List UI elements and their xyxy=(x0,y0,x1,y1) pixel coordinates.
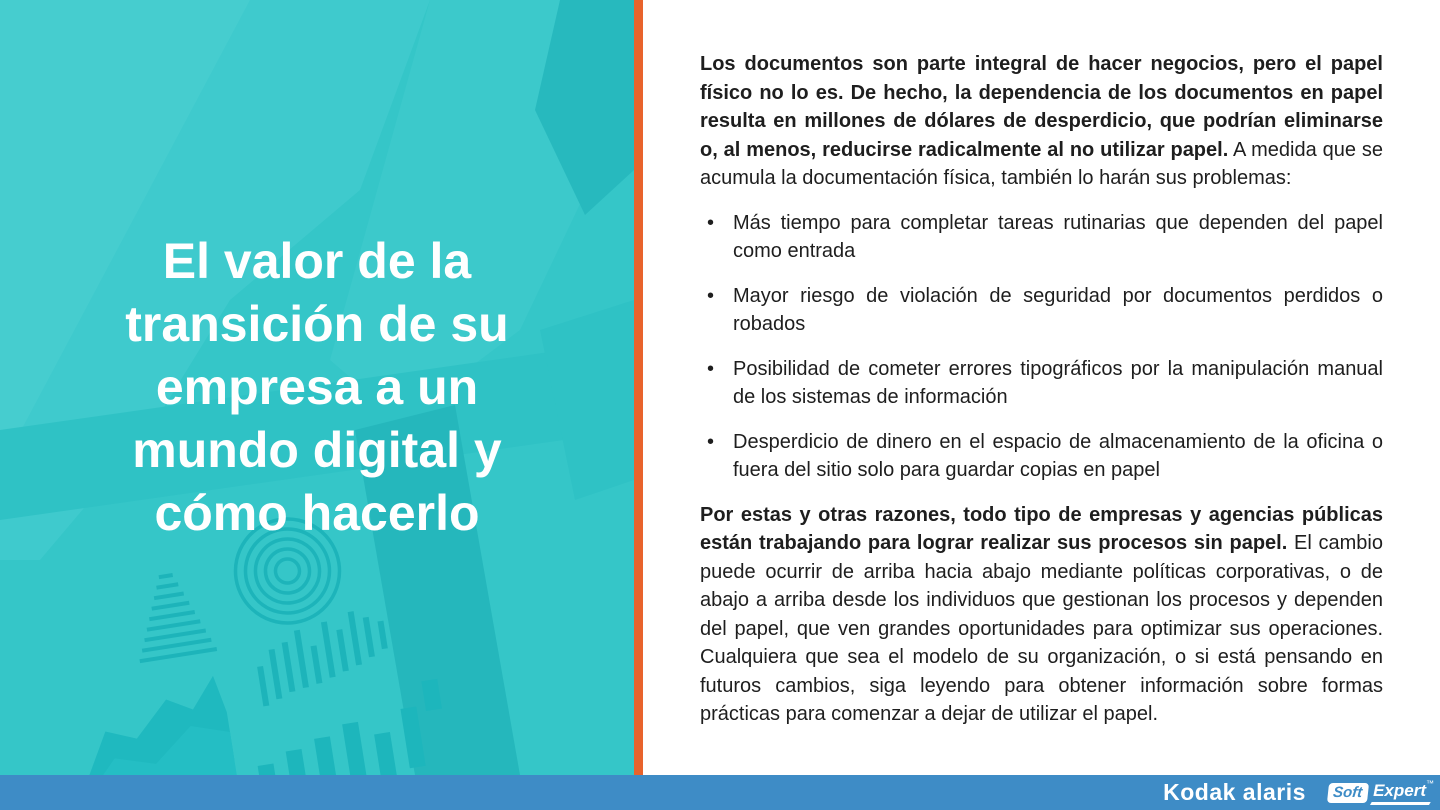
intro-paragraph-bold: Los documentos son parte integral de hacer negocios, pero el papel físico no lo es. De hecho, la dependencia de los documentos en papel resulta en millones de dólares de desperdicio, que podrían eliminarse o, al menos, reducirse radicalmente al no utilizar papel. xyxy=(700,53,1383,161)
list-item-text: Posibilidad de cometer errores tipográficos por la manipulación manual de los sistemas de información xyxy=(733,357,1383,408)
softexpert-logo-underline xyxy=(1370,802,1430,805)
intro-paragraph-rest: A medida que se acumula la documentación física, también lo harán sus problemas: xyxy=(700,138,1383,189)
body-text-panel xyxy=(643,0,1440,775)
list-item xyxy=(700,428,1383,485)
list-item xyxy=(700,355,1383,412)
list-item-text: Más tiempo para completar tareas rutinarias que dependen del papel como entrada xyxy=(733,211,1383,262)
title-line: cómo hacerlo xyxy=(154,485,480,541)
list-item-text: Desperdicio de dinero en el espacio de almacenamiento de la oficina o fuera del sitio solo para guardar copias en papel xyxy=(733,430,1383,481)
title-line: empresa a un xyxy=(155,359,479,415)
softexpert-logo-expert: Expert xyxy=(1373,780,1426,800)
softexpert-logo-soft: Soft xyxy=(1327,783,1369,803)
closing-paragraph-rest: El cambio puede ocurrir de arriba hacia abajo mediante políticas corporativas, o de abajo a arriba desde los individuos que gestionan los procesos y dependen del papel, que ven grandes oportunidades para optimizar sus operaciones. Cualquiera que sea el modelo de su organización, o si está pensando en futuros cambios, siga leyendo para obtener información sobre formas prácticas para comenzar a dejar de utilizar el papel. xyxy=(700,532,1383,725)
bullet-icon: • xyxy=(707,284,715,307)
intro-paragraph xyxy=(700,50,1383,193)
title-panel xyxy=(0,0,634,775)
bullet-icon: • xyxy=(707,357,715,380)
closing-paragraph xyxy=(700,501,1383,729)
title-line: mundo digital y xyxy=(132,422,502,478)
list-item-text: Mayor riesgo de violación de seguridad por documentos perdidos o robados xyxy=(733,284,1383,335)
trademark-icon: ™ xyxy=(1426,778,1434,788)
list-item xyxy=(700,209,1383,266)
softexpert-logo xyxy=(1328,778,1434,805)
orange-divider xyxy=(634,0,643,775)
bullet-icon: • xyxy=(707,211,715,234)
closing-paragraph-bold: Por estas y otras razones, todo tipo de empresas y agencias públicas están trabajando para lograr realizar sus procesos sin papel. xyxy=(700,503,1383,554)
title-wrap xyxy=(0,0,634,775)
title-line: El valor de la xyxy=(162,233,472,289)
footer-bar xyxy=(0,775,1440,810)
kodak-alaris-logo: Kodak alaris xyxy=(1163,779,1306,805)
problems-list xyxy=(700,209,1383,485)
softexpert-logo-expert-wrap xyxy=(1373,778,1434,804)
page-title xyxy=(125,230,508,545)
title-line: transición de su xyxy=(125,296,509,352)
bullet-icon: • xyxy=(707,430,715,453)
list-item xyxy=(700,282,1383,339)
